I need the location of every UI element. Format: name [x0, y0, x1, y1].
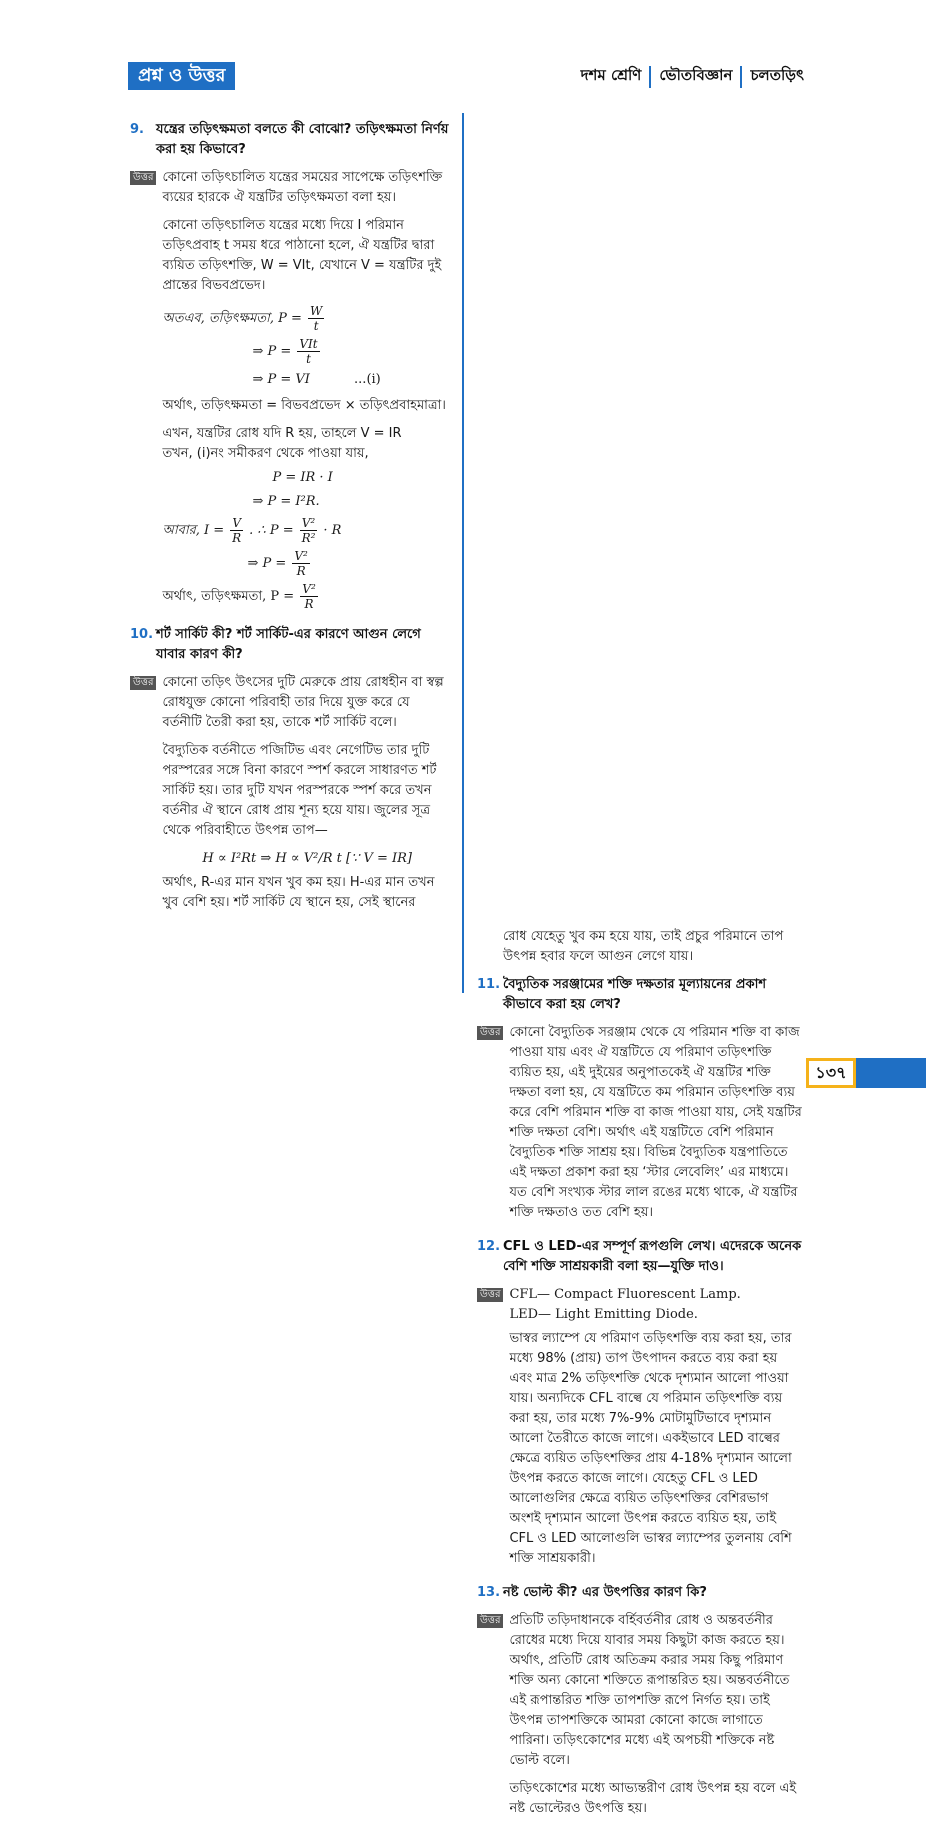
right-column	[477, 927, 802, 1827]
question-text: নষ্ট ভোল্ট কী? এর উৎপত্তির কারণ কি?	[503, 1585, 707, 1600]
question-number: 12.	[477, 1239, 501, 1254]
answer-line: CFL— Compact Fluorescent Lamp.	[509, 1287, 741, 1302]
equation	[162, 516, 452, 545]
equation-text: ⇒ P = VI	[252, 372, 310, 387]
answer-paragraph: অর্থাৎ, R-এর মান যখন খুব কম হয়। H-এর মান তখন খুব বেশি হয়। শর্ট সার্কিট যে স্থানে হয়, সেই স্থানের	[162, 875, 435, 910]
section-badge: প্রশ্ন ও উত্তর	[128, 62, 235, 90]
question-number: 9.	[130, 122, 144, 137]
equation: H ∝ I²Rt ⇒ H ∝ V²/R t [∵ V = IR]	[202, 851, 413, 866]
fraction	[230, 516, 243, 545]
fraction	[300, 582, 317, 611]
answer-paragraph: অর্থাৎ, তড়িৎক্ষমতা = বিভবপ্রভেদ × তড়িৎপ্রবাহমাত্রা।	[162, 398, 446, 413]
question-12	[477, 1237, 802, 1277]
answer-badge: উত্তর	[130, 171, 156, 185]
numerator: V²	[301, 516, 316, 530]
denominator: R	[304, 597, 314, 611]
equation-text: আবার, I =	[162, 523, 225, 538]
numerator: VIt	[299, 337, 318, 351]
answer-13	[477, 1611, 802, 1827]
equation	[162, 582, 452, 611]
equation	[162, 549, 452, 578]
answer-paragraph: এখন, যন্ত্রটির রোধ যদি R হয়, তাহলে V = IR	[162, 426, 402, 441]
answer-badge: উত্তর	[130, 676, 156, 690]
header-separator	[649, 66, 651, 88]
fraction	[308, 304, 324, 333]
fraction	[297, 337, 319, 366]
question-number: 11.	[477, 977, 501, 992]
equation	[162, 370, 452, 390]
question-11	[477, 975, 802, 1015]
equation-text: . ∴ P =	[249, 523, 294, 538]
question-number: 10.	[130, 627, 154, 642]
question-10	[130, 625, 452, 665]
numerator: V²	[302, 582, 316, 596]
answer-9	[130, 168, 452, 615]
question-text: বৈদ্যুতিক সরঞ্জামের শক্তি দক্ষতার মূল্যায়নের প্রকাশ কীভাবে করা হয় লেখ?	[503, 977, 767, 1012]
denominator: t	[313, 319, 319, 333]
left-column	[130, 120, 452, 921]
answer-paragraph: বৈদ্যুতিক বর্তনীতে পজিটিভ এবং নেগেটিভ তার দুটি পরস্পরের সঙ্গে বিনা কারণে স্পর্শ করলে সাধারণত শর্ট সার্কিট হয়। তার দুটি যখন পরস্পরকে স্পর্শ করে তখন বর্তনীর ঐ স্থানে রোধ প্রায় শূন্য হয়ে যায়। জুলের সূত্র থেকে পরিবাহীতে উৎপন্ন তাপ—	[162, 743, 437, 838]
answer-badge: উত্তর	[477, 1026, 503, 1040]
question-text: শর্ট সার্কিট কী? শর্ট সার্কিট-এর কারণে আগুন লেগে যাবার কারণ কী?	[156, 627, 421, 662]
answer-badge: উত্তর	[477, 1288, 503, 1302]
answer-paragraph: কোনো তড়িৎচালিত যন্ত্রের সময়ের সাপেক্ষে তড়িৎশক্তি ব্যয়ের হারকে ঐ যন্ত্রটির তড়িৎক্ষমতা বলা হয়।	[162, 170, 443, 205]
subject-label: ভৌতবিজ্ঞান	[659, 66, 733, 84]
answer-10	[130, 673, 452, 921]
equation	[162, 337, 452, 366]
answer-line: LED— Light Emitting Diode.	[509, 1307, 698, 1322]
equation-text: অর্থাৎ, তড়িৎক্ষমতা, P =	[162, 589, 295, 604]
question-number: 13.	[477, 1585, 501, 1600]
equation-tag: ...(i)	[354, 372, 381, 387]
answer-paragraph: তখন, (i)নং সমীকরণ থেকে পাওয়া যায়,	[162, 446, 369, 461]
equation-text: · R	[323, 523, 342, 538]
answer-badge: উত্তর	[477, 1614, 503, 1628]
answer-paragraph: ভাস্বর ল্যাম্পে যে পরিমাণ তড়িৎশক্তি ব্যয় করা হয়, তার মধ্যে 98% (প্রায়) তাপ উৎপাদন করতে ব্যয় করা হয় এবং মাত্র 2% তড়িৎশক্তি থেকে দৃশ্যমান আলো পাওয়া যায়। অন্যদিকে CFL বাল্বে যে পরিমান তড়িৎশক্তি ব্যয় করা হয়, তার মধ্যে 7%-9% মোটামুটিভাবে দৃশ্যমান আলো তৈরীতে কাজে লাগে। একইভাবে LED বাল্বের ক্ষেত্রে ব্যয়িত তড়িৎশক্তির প্রায় 4-18% দৃশ্যমান আলো উৎপন্ন করতে কাজে লাগে। যেহেতু CFL ও LED আলোগুলির ক্ষেত্রে ব্যয়িত তড়িৎশক্তির বেশিরভাগ অংশই দৃশ্যমান আলো উৎপন্ন করতে ব্যয়িত হয়, তাই CFL ও LED আলোগুলি ভাস্বর ল্যাম্পের তুলনায় বেশি শক্তি সাশ্রয়কারী।	[509, 1331, 792, 1566]
running-header	[581, 64, 804, 89]
question-text: CFL ও LED-এর সম্পূর্ণ রূপগুলি লেখ। এদেরকে অনেক বেশি শক্তি সাশ্রয়কারী বলা হয়—যুক্তি দাও।	[503, 1239, 802, 1274]
answer-paragraph: প্রতিটি তড়িদাধানকে বর্হিবর্তনীর রোধ ও অন্তবর্তনীর রোধের মধ্যে দিয়ে যাবার সময় কিছুটা কাজ করতে হয়। অর্থাৎ, প্রতিটি রোধ অতিক্রম করার সময় কিছু পরিমাণ শক্তি অন্য কোনো শক্তিতে রূপান্তরিত হয়। অন্তবর্তনীতে এই রূপান্তরিত শক্তি তাপশক্তি রূপে নির্গত হয়। তাই উৎপন্ন তাপশক্তিকে আমরা কোনো কাজে লাগাতে পারিনা। তড়িৎকোশের মধ্যে এই অপচয়ী শক্তিকে নষ্ট ভোল্ট বলে।	[509, 1613, 790, 1768]
equation	[162, 304, 452, 333]
answer-12	[477, 1285, 802, 1577]
column-divider	[462, 113, 464, 993]
answer-paragraph: কোনো তড়িৎ উৎসের দুটি মেরুকে প্রায় রোধহীন বা স্বল্প রোধযুক্ত কোনো পরিবাহী তার দিয়ে যুক্ত করে যে বর্তনীটি তৈরী করা হয়, তাকে শর্ট সার্কিট বলে।	[162, 675, 444, 730]
equation-text: ⇒ P =	[247, 556, 287, 571]
equation-text: ⇒ P =	[252, 344, 292, 359]
denominator: R	[296, 564, 306, 578]
fraction	[292, 549, 309, 578]
denominator: R²	[301, 531, 316, 545]
question-13	[477, 1583, 802, 1603]
equation: P = IR · I	[272, 470, 333, 485]
header-separator	[740, 66, 742, 88]
numerator: W	[310, 304, 323, 318]
class-label: দশম শ্রেণি	[580, 66, 642, 84]
question-9	[130, 120, 452, 160]
equation-text: অতএব, তড়িৎক্ষমতা, P =	[162, 311, 302, 326]
chapter-label: চলতড়িৎ	[750, 66, 804, 84]
denominator: t	[306, 352, 311, 366]
answer-paragraph: কোনো তড়িৎচালিত যন্ত্রের মধ্যে দিয়ে I পরিমান তড়িৎপ্রবাহ t সময় ধরে পাঠানো হলে, ঐ যন্ত্রটির দ্বারা ব্যয়িত তড়িৎশক্তি, W = VIt, যেখানে V = যন্ত্রটির দুই প্রান্তের বিভবপ্রভেদ।	[162, 218, 442, 293]
numerator: V²	[294, 549, 308, 563]
denominator: R	[232, 531, 242, 545]
page-number: ১৩৭	[806, 1058, 856, 1088]
equation: ⇒ P = I²R.	[252, 494, 320, 509]
numerator: V	[232, 516, 242, 530]
continued-paragraph: রোধ যেহেতু খুব কম হয়ে যায়, তাই প্রচুর পরিমানে তাপ উৎপন্ন হবার ফলে আগুন লেগে যায়।	[503, 929, 784, 964]
answer-paragraph: তড়িৎকোশের মধ্যে আভ্যন্তরীণ রোধ উৎপন্ন হয় বলে এই নষ্ট ভোল্টেরও উৎপত্তি হয়।	[509, 1781, 797, 1816]
answer-paragraph: কোনো বৈদ্যুতিক সরঞ্জাম থেকে যে পরিমান শক্তি বা কাজ পাওয়া যায় এবং ঐ যন্ত্রটিতে যে পরিমাণ তড়িৎশক্তি ব্যয়িত হয়, এই দুইয়ের অনুপাতকেই ঐ যন্ত্রটির শক্তি দক্ষতা বলা হয়, যে যন্ত্রটিতে কম পরিমান তড়িৎশক্তি ব্যয় করে বেশি পরিমান শক্তি বা কাজ পাওয়া যায়, সেই যন্ত্রটির শক্তি দক্ষতা বেশি। অর্থাৎ এই যন্ত্রটিতে বেশি পরিমান বৈদ্যুতিক শক্তি সাশ্রয় হয়। বিভিন্ন বৈদ্যুতিক যন্ত্রপাতিতে এই দক্ষতা প্রকাশ করা হয় ‘স্টার লেবেলিং’ এর মাধ্যমে। যত বেশি সংখ্যক স্টার লাল রঙের মধ্যে থাকে, ঐ যন্ত্রটির শক্তি দক্ষতাও তত বেশি হয়।	[509, 1025, 802, 1220]
fraction	[300, 516, 317, 545]
question-text: যন্ত্রের তড়িৎক্ষমতা বলতে কী বোঝো? তড়িৎক্ষমতা নির্ণয় করা হয় কিভাবে?	[156, 122, 449, 157]
